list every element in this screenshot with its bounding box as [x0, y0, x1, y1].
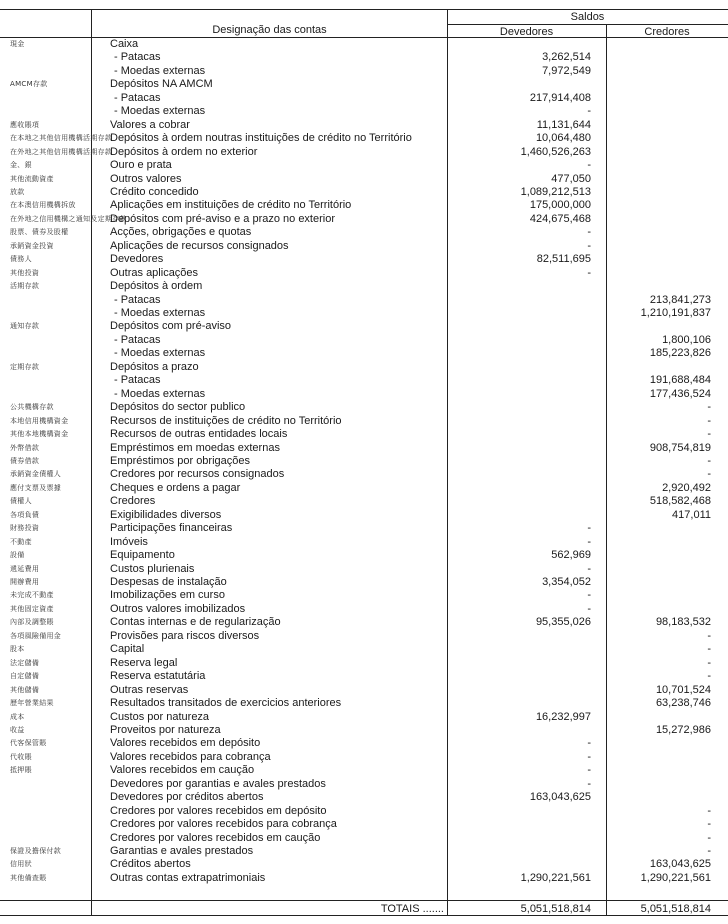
table-row: [0, 186, 728, 199]
credores-value: 15,272,986: [655, 723, 711, 736]
credores-value: 1,210,191,837: [640, 307, 711, 319]
devedores-value: -: [587, 562, 591, 575]
chinese-account-name: 成本: [10, 712, 25, 721]
table-row: [0, 764, 728, 777]
table-row: [0, 442, 728, 455]
account-designation: Crédito concedido: [110, 185, 199, 198]
credores-value: -: [707, 643, 711, 656]
credores-value: -: [707, 804, 711, 817]
account-designation: Empréstimos em moedas externas: [110, 441, 280, 454]
chinese-account-name: 其他本地機構資金: [10, 430, 69, 439]
chinese-account-name: 在本澳信用機構拆放: [10, 201, 76, 210]
table-row: [0, 872, 728, 885]
table-row: [0, 549, 728, 562]
chinese-account-name: 應收賬項: [10, 120, 40, 129]
account-designation: - Patacas: [114, 333, 161, 346]
totals-credores: 5,051,518,814: [640, 903, 711, 915]
credores-value: -: [707, 670, 711, 683]
table-row: [0, 858, 728, 871]
account-designation: Credores por valores recebidos para cobrança: [110, 818, 337, 831]
credores-value: 63,238,746: [655, 697, 711, 710]
saldos-header: Saldos: [570, 11, 605, 23]
chinese-account-name: 股本: [10, 645, 25, 654]
chinese-account-name: 在外地之其他信用機構活期存款: [10, 147, 113, 156]
account-designation: Depósitos à ordem: [110, 280, 203, 293]
chinese-account-name: 債務人: [10, 255, 32, 264]
chinese-account-name: 各項負債: [10, 510, 40, 519]
saldos-underline: [447, 24, 728, 25]
chinese-account-name: 未完成不動產: [10, 591, 54, 600]
account-designation: Recursos de outras entidades locais: [110, 428, 288, 441]
chinese-account-name: 財務投資: [10, 524, 40, 533]
devedores-value: 424,675,468: [529, 212, 591, 225]
table-row: [0, 684, 728, 697]
table-row: [0, 294, 728, 307]
chinese-account-name: 活期存款: [10, 282, 40, 291]
devedores-value: 7,972,549: [542, 64, 591, 77]
account-designation: Imobilizações em curso: [110, 589, 225, 602]
account-designation: Credores por recursos consignados: [110, 468, 285, 481]
account-designation: - Moedas externas: [114, 64, 206, 77]
credores-value: 518,582,468: [649, 495, 711, 508]
table-row: [0, 267, 728, 280]
table-row: [0, 603, 728, 616]
table-row: [0, 92, 728, 105]
devedores-value: 217,914,408: [529, 91, 591, 104]
credores-value: 908,754,819: [649, 441, 711, 454]
chinese-account-name: 定期存款: [10, 362, 40, 371]
chinese-account-name: 信用狀: [10, 860, 32, 869]
table-row: [0, 78, 728, 91]
account-designation: - Patacas: [114, 374, 161, 387]
account-designation: Créditos abertos: [110, 858, 191, 871]
account-designation: Devedores por créditos abertos: [110, 791, 264, 804]
table-row: [0, 320, 728, 333]
account-designation: Devedores: [110, 253, 164, 266]
chinese-account-name: AMCM存款: [10, 80, 48, 89]
account-designation: Participações financeiras: [110, 522, 233, 535]
credores-value: -: [707, 629, 711, 642]
chinese-account-name: 內部及調整賬: [10, 618, 54, 627]
credores-value: 1,290,221,561: [640, 871, 711, 884]
account-designation: Depósitos à ordem no exterior: [110, 145, 258, 158]
account-designation: Custos por natureza: [110, 710, 210, 723]
table-row: [0, 253, 728, 266]
totals-devedores: 5,051,518,814: [520, 903, 591, 915]
chinese-account-name: 抵押賬: [10, 766, 32, 775]
account-designation: Depósitos do sector publico: [110, 401, 246, 414]
table-row: [0, 307, 728, 320]
table-row: [0, 643, 728, 656]
designacao-header: Designação das contas: [212, 24, 327, 36]
devedores-value: -: [587, 602, 591, 615]
credores-value: -: [707, 401, 711, 414]
chinese-account-name: 應付支票及票據: [10, 483, 62, 492]
account-designation: Provisões para riscos diversos: [110, 629, 260, 642]
account-designation: - Patacas: [114, 51, 161, 64]
table-row: [0, 509, 728, 522]
account-designation: Outros valores: [110, 172, 182, 185]
table-row: [0, 522, 728, 535]
chinese-account-name: 公共機構存款: [10, 403, 54, 412]
chinese-account-name: 在本地之其他信用機構活期存款: [10, 134, 113, 143]
account-designation: Depósitos com pré-aviso: [110, 320, 232, 333]
table-row: [0, 401, 728, 414]
credores-value: -: [707, 468, 711, 481]
table-row: [0, 818, 728, 831]
table-row: [0, 280, 728, 293]
chinese-account-name: 其他流動資產: [10, 174, 54, 183]
table-row: [0, 38, 728, 51]
devedores-value: -: [587, 777, 591, 790]
credores-value: 2,920,492: [662, 481, 711, 494]
chinese-account-name: 設備: [10, 551, 25, 560]
account-designation: Depósitos com pré-aviso e a prazo no exterior: [110, 212, 335, 225]
account-designation: Depósitos a prazo: [110, 360, 199, 373]
chinese-account-name: 代客保管賬: [10, 739, 47, 748]
table-row: [0, 630, 728, 643]
table-row: [0, 670, 728, 683]
devedores-value: -: [587, 750, 591, 763]
chinese-account-name: 在外地之信用機構之通知及定期存款: [10, 214, 127, 223]
table-row: [0, 495, 728, 508]
chinese-account-name: 遞延費用: [10, 564, 40, 573]
account-designation: Valores recebidos para cobrança: [110, 750, 271, 763]
table-row: [0, 711, 728, 724]
account-designation: Devedores por garantias e avales prestados: [110, 777, 326, 790]
credores-value: 1,800,106: [662, 333, 711, 346]
account-designation: Empréstimos por obrigações: [110, 454, 251, 467]
account-designation: - Moedas externas: [114, 105, 206, 118]
chinese-account-name: 現金: [10, 40, 25, 48]
chinese-account-name: 法定儲備: [10, 658, 40, 667]
chinese-account-name: 歷年營業結果: [10, 699, 54, 708]
account-designation: Outras contas extrapatrimoniais: [110, 871, 266, 884]
chinese-account-name: 其他固定資產: [10, 604, 54, 613]
credores-value: -: [707, 831, 711, 844]
table-row: [0, 805, 728, 818]
account-designation: - Patacas: [114, 293, 161, 306]
devedores-value: -: [587, 239, 591, 252]
table-row: [0, 791, 728, 804]
chinese-account-name: 外幣借款: [10, 443, 40, 452]
devedores-value: 1,290,221,561: [520, 871, 591, 884]
chinese-account-name: 金、銀: [10, 161, 32, 170]
account-designation: Cheques e ordens a pagar: [110, 481, 241, 494]
devedores-value: -: [587, 266, 591, 279]
table-row: [0, 563, 728, 576]
devedores-value: 1,089,212,513: [520, 185, 591, 198]
bottom-border: [0, 915, 728, 916]
credores-header: Credores: [644, 26, 690, 38]
table-row: [0, 51, 728, 64]
table-row: [0, 173, 728, 186]
credores-value: 213,841,273: [649, 293, 711, 306]
devedores-value: 3,262,514: [542, 51, 591, 64]
devedores-value: -: [587, 589, 591, 602]
credores-value: 177,436,524: [649, 387, 711, 400]
account-designation: - Moedas externas: [114, 387, 206, 400]
account-designation: - Moedas externas: [114, 347, 206, 360]
table-row: [0, 213, 728, 226]
devedores-value: 477,050: [551, 172, 591, 185]
devedores-value: 95,355,026: [535, 616, 591, 629]
account-designation: Valores recebidos em depósito: [110, 737, 261, 750]
credores-value: -: [707, 428, 711, 441]
devedores-value: 11,131,644: [536, 118, 591, 131]
table-row: [0, 616, 728, 629]
devedores-value: -: [587, 159, 591, 172]
devedores-value: 1,460,526,263: [520, 145, 591, 158]
table-row: [0, 226, 728, 239]
account-designation: Aplicações em instituições de crédito no Território: [110, 199, 352, 212]
table-row: [0, 845, 728, 858]
account-designation: Contas internas e de regularização: [110, 616, 281, 629]
devedores-value: 10,064,480: [535, 132, 591, 145]
table-row: [0, 374, 728, 387]
chinese-account-name: 本地信用機構資金: [10, 416, 69, 425]
table-row: [0, 428, 728, 441]
chinese-account-name: 自定儲備: [10, 672, 40, 681]
account-designation: Capital: [110, 643, 145, 656]
table-row: [0, 199, 728, 212]
totals-label: TOTAIS .......: [380, 903, 444, 915]
table-row: [0, 240, 728, 253]
chinese-account-name: 其他投資: [10, 268, 40, 277]
account-designation: Depósitos à ordem noutras instituições de crédito no Território: [110, 132, 412, 145]
table-row: [0, 361, 728, 374]
table-row: [0, 697, 728, 710]
chinese-account-name: 保證及擔保付款: [10, 847, 62, 855]
devedores-value: -: [587, 105, 591, 118]
chinese-account-name: 其他儲備: [10, 685, 40, 694]
devedores-value: 175,000,000: [529, 199, 591, 212]
credores-value: -: [707, 656, 711, 669]
devedores-value: 3,354,052: [542, 576, 591, 588]
devedores-header: Devedores: [499, 26, 554, 38]
account-designation: Resultados transitados de exercicios anteriores: [110, 697, 342, 710]
account-designation: Valores recebidos em caução: [110, 764, 255, 777]
account-designation: Outras reservas: [110, 683, 189, 696]
credores-value: 10,701,524: [655, 683, 711, 696]
totals-top-rule: [0, 900, 728, 901]
devedores-value: 16,232,997: [535, 710, 591, 723]
account-designation: Depósitos NA AMCM: [110, 78, 213, 91]
credores-value: -: [707, 845, 711, 857]
chinese-account-name: 開辦費用: [10, 578, 40, 586]
table-row: [0, 388, 728, 401]
account-designation: Garantias e avales prestados: [110, 845, 254, 857]
account-designation: Equipamento: [110, 549, 175, 562]
account-designation: Acções, obrigações e quotas: [110, 226, 252, 239]
account-designation: Aplicações de recursos consignados: [110, 239, 289, 252]
chinese-account-name: 代收賬: [10, 752, 32, 761]
account-designation: Credores: [110, 495, 156, 508]
table-row: [0, 105, 728, 118]
account-designation: Caixa: [110, 38, 139, 50]
account-designation: Custos plurienais: [110, 562, 195, 575]
table-row: [0, 146, 728, 159]
table-row: [0, 468, 728, 481]
account-designation: Proveitos por natureza: [110, 723, 221, 736]
table-row: [0, 536, 728, 549]
account-designation: Outras aplicações: [110, 266, 199, 279]
table-row: [0, 737, 728, 750]
table-row: [0, 119, 728, 132]
devedores-value: -: [587, 764, 591, 777]
account-designation: Exigibilidades diversos: [110, 508, 222, 521]
table-row: [0, 724, 728, 737]
account-designation: Ouro e prata: [110, 159, 172, 172]
account-designation: Credores por valores recebidos em depósito: [110, 804, 327, 817]
chinese-account-name: 收益: [10, 725, 25, 734]
credores-value: 163,043,625: [649, 858, 711, 871]
table-row: [0, 334, 728, 347]
table-row: [0, 832, 728, 845]
chinese-account-name: 其他備查賬: [10, 873, 47, 882]
devedores-value: 163,043,625: [529, 791, 591, 804]
account-designation: Reserva legal: [110, 656, 178, 669]
credores-value: -: [707, 414, 711, 427]
account-designation: - Patacas: [114, 91, 161, 104]
chinese-account-name: 通知存款: [10, 322, 40, 331]
table-row: [0, 576, 728, 589]
chinese-account-name: 債券借款: [10, 456, 40, 465]
chinese-account-name: 不動產: [10, 537, 32, 546]
devedores-value: -: [587, 226, 591, 239]
top-border: [0, 9, 728, 10]
credores-value: 417,011: [672, 508, 711, 521]
devedores-value: -: [587, 535, 591, 548]
table-row: [0, 778, 728, 791]
devedores-value: -: [587, 522, 591, 535]
account-designation: Reserva estatutária: [110, 670, 206, 683]
chinese-account-name: 承銷資金投資: [10, 241, 54, 250]
chinese-account-name: 債權人: [10, 497, 32, 506]
table-row: [0, 589, 728, 602]
table-row: [0, 415, 728, 428]
credores-value: -: [707, 818, 711, 831]
table-row: [0, 482, 728, 495]
table-row: [0, 455, 728, 468]
credores-value: 185,223,826: [649, 347, 711, 360]
credores-value: 98,183,532: [655, 616, 711, 629]
account-designation: Outros valores imobilizados: [110, 602, 246, 615]
chinese-account-name: 放款: [10, 187, 25, 196]
account-designation: Valores a cobrar: [110, 118, 190, 131]
table-row: [0, 65, 728, 78]
account-designation: Imóveis: [110, 535, 148, 548]
account-designation: Despesas de instalação: [110, 576, 227, 588]
table-row: [0, 132, 728, 145]
devedores-value: 562,969: [551, 549, 591, 562]
account-designation: Recursos de instituições de crédito no Território: [110, 414, 342, 427]
table-row: [0, 347, 728, 360]
credores-value: -: [707, 454, 711, 467]
table-row: [0, 751, 728, 764]
chinese-account-name: 股票、債券及股權: [10, 228, 69, 237]
table-row: [0, 657, 728, 670]
account-designation: Credores por valores recebidos em caução: [110, 831, 321, 844]
credores-value: 191,688,484: [649, 374, 711, 387]
account-designation: - Moedas externas: [114, 307, 206, 319]
devedores-value: 82,511,695: [536, 253, 591, 266]
table-row: [0, 159, 728, 172]
chinese-account-name: 各項風險備用金: [10, 631, 62, 640]
chinese-account-name: 承銷資金債權人: [10, 470, 62, 479]
devedores-value: -: [587, 737, 591, 750]
